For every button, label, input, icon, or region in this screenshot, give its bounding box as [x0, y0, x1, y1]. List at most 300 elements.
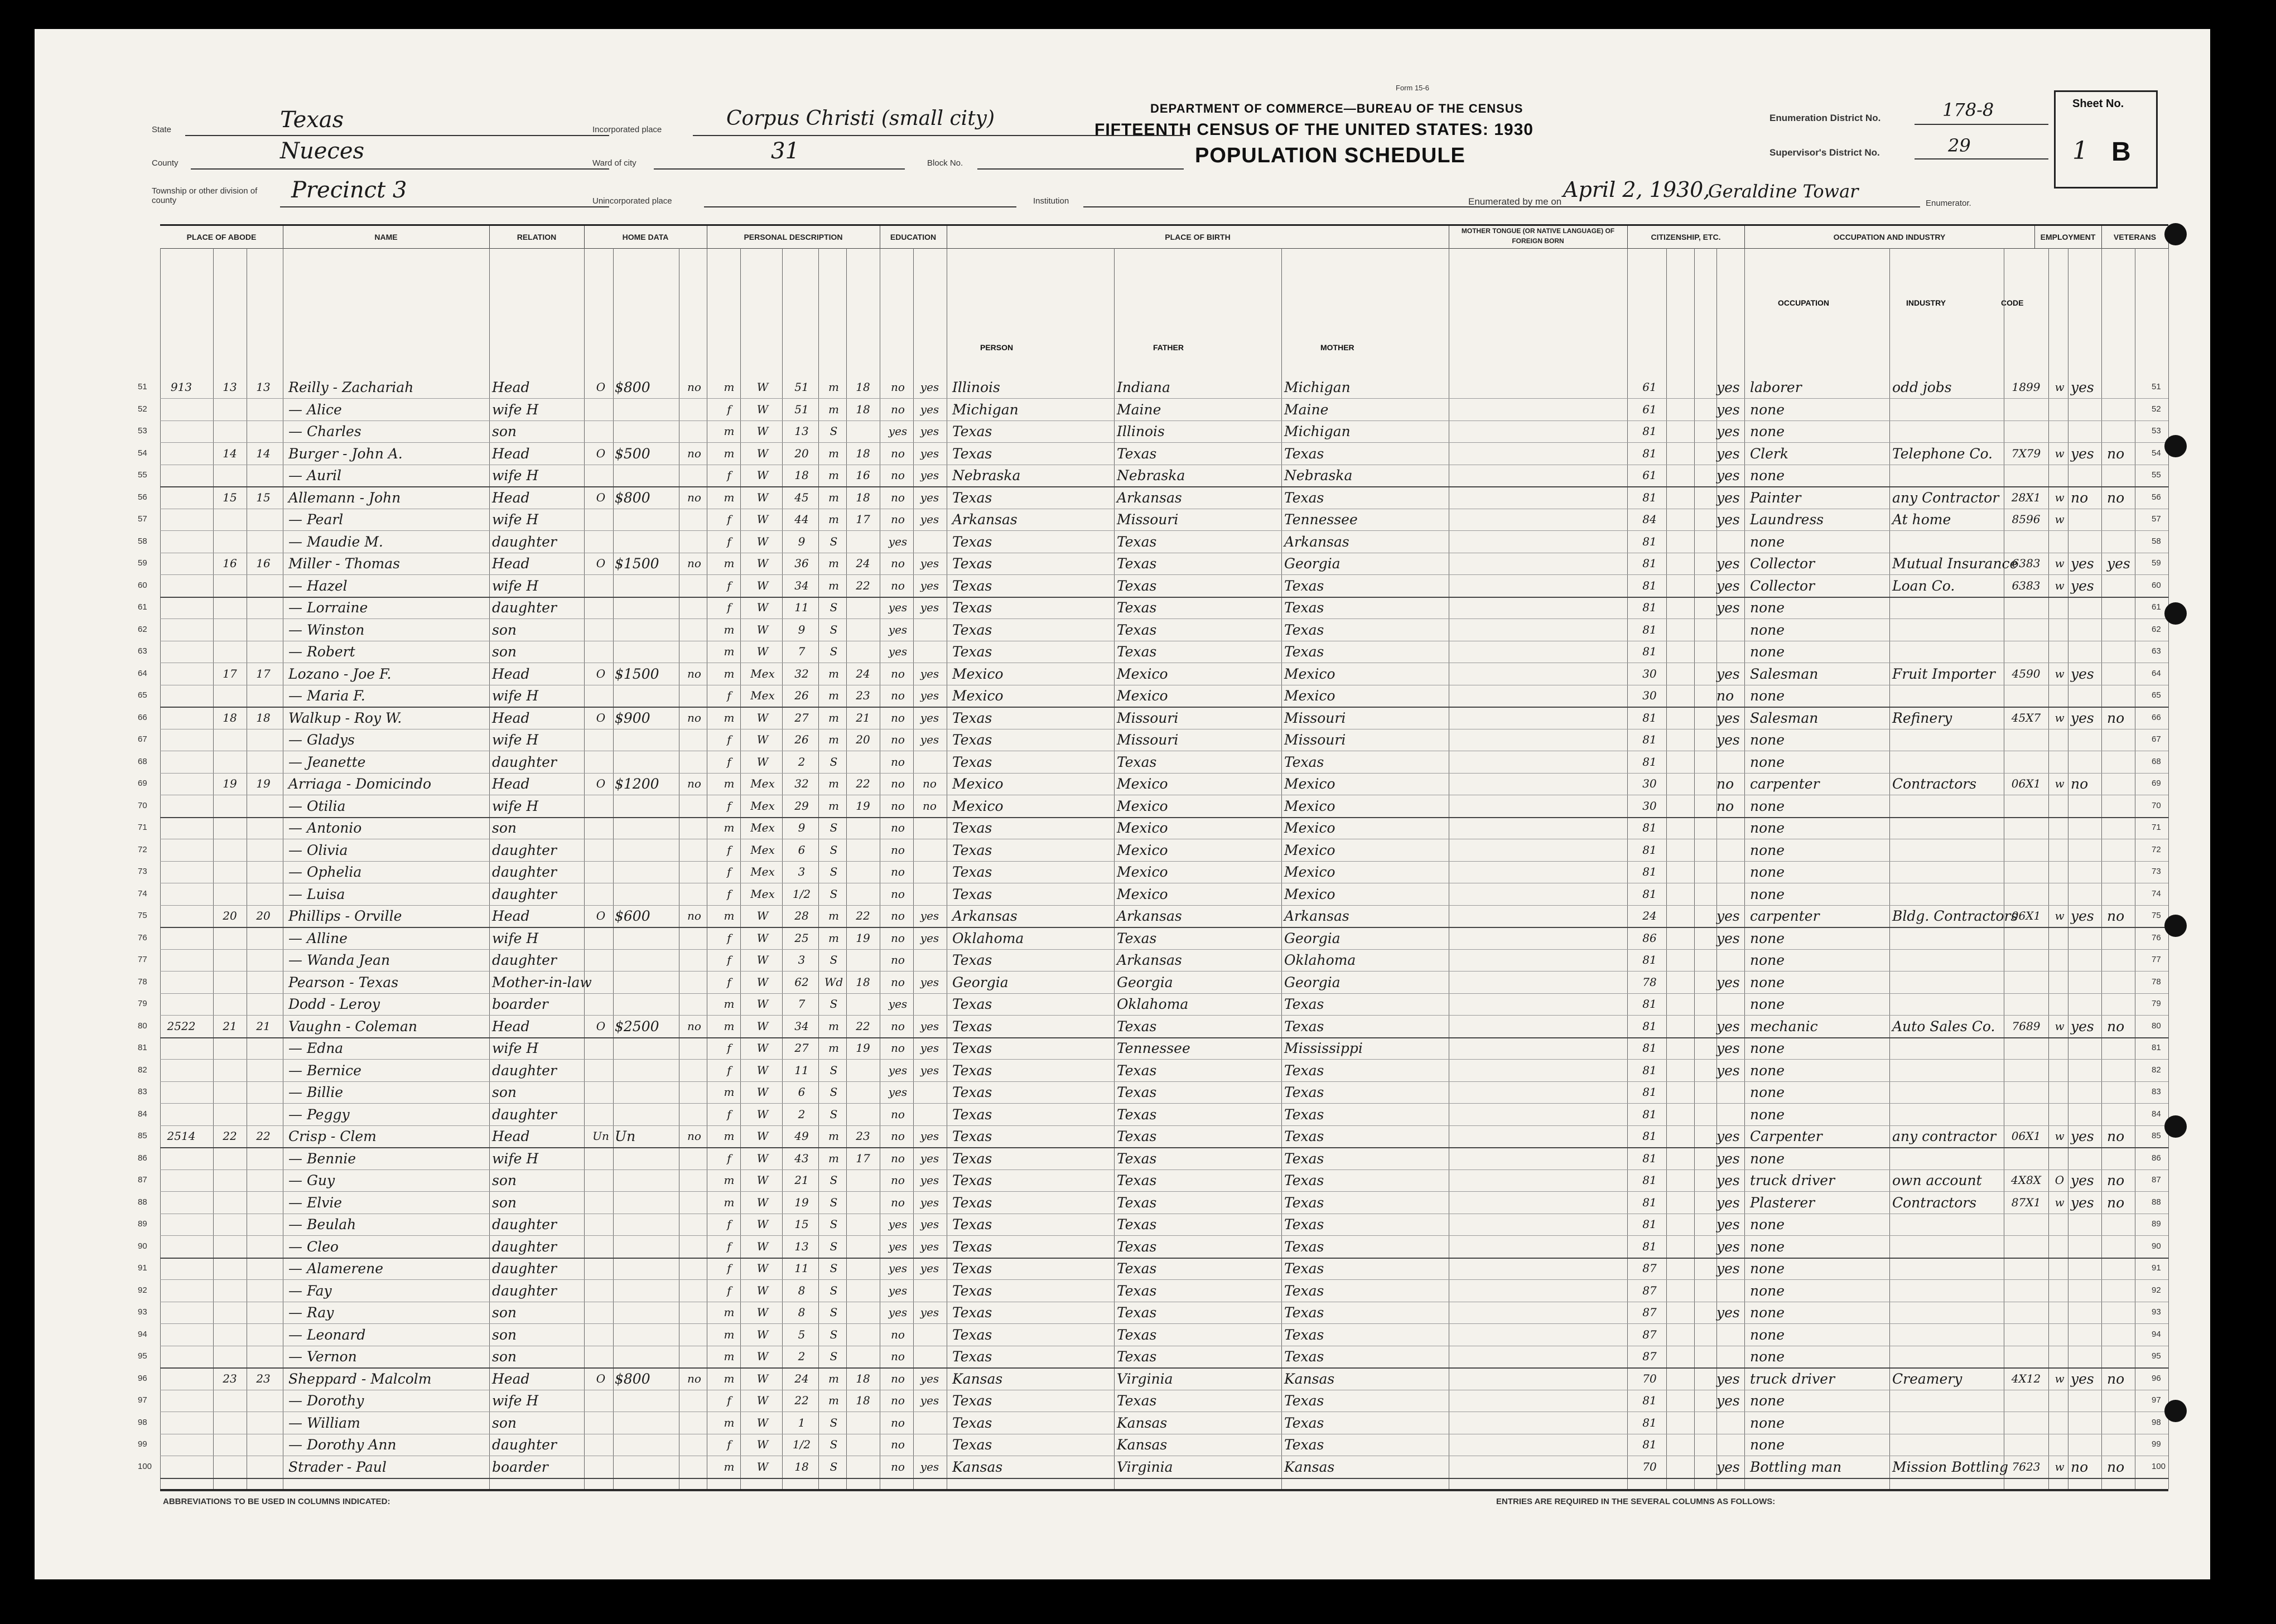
cell-relation: daughter [492, 1062, 557, 1079]
form-number: Form 15-6 [1396, 84, 1429, 92]
cell-family: 18 [256, 710, 271, 724]
cell-home [590, 465, 612, 486]
cell-street [165, 1148, 198, 1169]
line-number: 59 [2152, 558, 2161, 568]
cell-occ: carpenter [1750, 908, 1820, 924]
cell-home [590, 619, 612, 641]
cell-code: 86 [1642, 931, 1657, 945]
cell-bp: Texas [952, 1282, 992, 1299]
cell-street [165, 443, 198, 465]
line-number: 95 [2152, 1351, 2161, 1361]
cell-age: 20 [794, 446, 809, 460]
cell-agemar [849, 1060, 877, 1081]
cell-value: $1500 [615, 555, 659, 572]
line-number: 64 [2152, 668, 2161, 678]
cell-age: 13 [794, 1239, 809, 1253]
cell-home [590, 883, 612, 905]
cell-bp: Texas [952, 1304, 992, 1321]
cell-sex: f [727, 513, 731, 526]
cell-ind [1892, 795, 2004, 817]
cell-home [590, 597, 612, 618]
cell-family: 17 [256, 666, 271, 680]
cell-agemar [849, 1169, 877, 1191]
cell-bp: Mexico [952, 776, 1004, 792]
cell-fbp: Texas [1117, 555, 1157, 572]
cell-race: W [756, 1415, 769, 1429]
cell-bp: Kansas [952, 1458, 1003, 1475]
cell-occcode [2007, 729, 2046, 751]
cell-age: 43 [794, 1151, 809, 1165]
cell-english: yes [1716, 467, 1740, 484]
cell-value [615, 465, 676, 486]
cell-race: W [756, 534, 769, 548]
table-row [138, 399, 2168, 421]
cell-occ: none [1750, 886, 1785, 902]
cell-dwelling: 13 [223, 380, 237, 394]
cell-sex: m [724, 424, 735, 438]
cell-vet [2107, 883, 2140, 905]
cell-vet [2107, 773, 2140, 795]
cell-mbp: Kansas [1284, 1458, 1335, 1475]
cell-value [615, 972, 676, 993]
cell-radio: no [687, 909, 701, 922]
cell-family [249, 1324, 277, 1346]
cell-agemar [849, 1412, 877, 1434]
cell-english [1716, 949, 1744, 971]
cell-school: no [891, 975, 905, 989]
table-row [138, 1125, 2168, 1148]
cell-age: 49 [794, 1129, 809, 1143]
cell-fbp: Texas [1117, 930, 1157, 946]
cell-occ: none [1750, 1106, 1785, 1123]
cell-work: yes [2071, 908, 2094, 924]
cell-occ: Painter [1750, 489, 1801, 506]
line-number: 59 [138, 558, 147, 568]
cell-cls [2051, 1346, 2068, 1367]
cell-fbp: Texas [1117, 1194, 1157, 1211]
cell-family [249, 1280, 277, 1302]
cell-occcode [2007, 1412, 2046, 1434]
cell-value [615, 883, 676, 905]
line-number: 96 [138, 1373, 147, 1383]
group-education: EDUCATION [880, 226, 947, 249]
cell-bp: Texas [952, 1348, 992, 1365]
cell-vet [2107, 839, 2140, 861]
cell-vet [2107, 1081, 2140, 1103]
line-number: 83 [2152, 1087, 2161, 1096]
cell-work [2071, 993, 2101, 1015]
cell-marital: S [830, 1195, 838, 1209]
cell-code: 30 [1642, 777, 1657, 790]
line-number: 64 [138, 668, 147, 678]
cell-dwelling: 14 [223, 446, 237, 460]
cell-occ: none [1750, 732, 1785, 748]
cell-relation: daughter [492, 1238, 557, 1255]
cell-family [249, 685, 277, 707]
cell-age: 34 [794, 578, 809, 592]
cell-english [1716, 1104, 1744, 1125]
cell-value [615, 1456, 676, 1478]
cell-work [2071, 465, 2101, 486]
cell-agemar: 18 [856, 1394, 870, 1407]
cell-street [165, 1236, 198, 1258]
cell-bp: Texas [952, 996, 992, 1012]
cell-vet [2107, 663, 2140, 685]
cell-occcode [2007, 531, 2046, 553]
cell-home [590, 1258, 612, 1279]
cell-vet [2107, 575, 2140, 597]
cell-street [165, 553, 198, 574]
cell-code: 30 [1642, 689, 1657, 702]
cell-read [914, 817, 945, 839]
cell-radio [682, 993, 707, 1015]
cell-fbp: Texas [1117, 1304, 1157, 1321]
cell-read [914, 839, 945, 861]
cell-age: 11 [794, 601, 809, 614]
cell-cls: w [2055, 1371, 2065, 1385]
cell-vet: no [2107, 489, 2125, 506]
cell-sex: f [727, 1107, 731, 1121]
cell-mbp: Texas [1284, 1414, 1324, 1431]
cell-ind [1892, 420, 2004, 442]
cell-ind [1892, 465, 2004, 486]
cell-cls: w [2055, 1459, 2065, 1473]
cell-mbp: Missouri [1284, 732, 1346, 748]
table-row [138, 619, 2168, 641]
cell-age: 9 [798, 622, 806, 636]
cell-street [165, 1280, 198, 1302]
cell-marital: Wd [824, 975, 843, 989]
cell-vet [2107, 1037, 2140, 1059]
cell-cls: w [2055, 557, 2065, 570]
cell-street [165, 773, 198, 795]
cell-sex: f [727, 534, 731, 548]
cell-bp: Texas [952, 1260, 992, 1277]
cell-school: yes [888, 1085, 908, 1099]
cell-ind: any contractor [1892, 1128, 1997, 1144]
cell-fbp: Georgia [1117, 974, 1173, 990]
cell-mbp: Texas [1284, 1348, 1324, 1365]
cell-street [165, 1081, 198, 1103]
line-number: 58 [2152, 536, 2161, 546]
cell-dwelling [216, 1037, 244, 1059]
col-occupation: OCCUPATION [1778, 298, 1830, 307]
line-number: 91 [138, 1263, 147, 1273]
cell-marital: m [828, 1019, 839, 1033]
cell-marital: m [828, 402, 839, 416]
cell-cls [2051, 1104, 2068, 1125]
cell-relation: Head [492, 1018, 530, 1035]
cell-agemar: 21 [856, 710, 870, 724]
cell-marital: S [830, 1217, 838, 1231]
line-number: 89 [138, 1219, 147, 1229]
cell-sex: f [727, 601, 731, 614]
line-number: 94 [138, 1329, 147, 1339]
cell-read: yes [920, 1217, 939, 1231]
line-number: 90 [138, 1241, 147, 1251]
binder-hole [2164, 435, 2187, 457]
cell-value [615, 420, 676, 442]
cell-agemar [849, 619, 877, 641]
cell-work [2071, 1302, 2101, 1323]
cell-cls: w [2055, 777, 2065, 790]
cell-age: 11 [794, 1063, 809, 1077]
cell-name: Sheppard - Malcolm [288, 1370, 432, 1387]
cell-dwelling [216, 1081, 244, 1103]
cell-marital: m [828, 380, 839, 394]
cell-home: Un [592, 1129, 609, 1143]
population-table [138, 224, 2168, 1491]
cell-name: — Otilia [288, 798, 346, 814]
cell-work [2071, 1060, 2101, 1081]
cell-fbp: Virginia [1117, 1370, 1173, 1387]
cell-home [590, 1390, 612, 1412]
cell-race: Mex [750, 865, 775, 878]
cell-age: 62 [794, 975, 809, 989]
cell-agemar [849, 531, 877, 553]
cell-family [249, 861, 277, 883]
table-row [138, 1324, 2168, 1346]
cell-marital: S [830, 953, 838, 966]
cell-read: yes [920, 601, 939, 614]
cell-mbp: Texas [1284, 1194, 1324, 1211]
cell-fbp: Nebraska [1117, 467, 1185, 484]
cell-school: no [891, 1041, 905, 1055]
cell-fbp: Virginia [1117, 1458, 1173, 1475]
cell-agemar: 17 [856, 1151, 870, 1165]
census-title: FIFTEENTH CENSUS OF THE UNITED STATES: 1930 [1094, 120, 1534, 139]
cell-race: W [756, 1283, 769, 1297]
cell-value [615, 509, 676, 530]
cell-ind: any Contractor [1892, 489, 1999, 506]
cell-marital: m [828, 468, 839, 482]
table-row [138, 509, 2168, 531]
col-industry: INDUSTRY [1906, 298, 1946, 307]
cell-value [615, 1148, 676, 1169]
cell-occ: none [1750, 842, 1785, 858]
cell-race: W [756, 953, 769, 966]
cell-relation: Head [492, 379, 530, 395]
line-number: 95 [138, 1351, 147, 1361]
cell-mbp: Texas [1284, 996, 1324, 1012]
cell-dwelling [216, 619, 244, 641]
block-label: Block No. [927, 158, 963, 168]
cell-name: — Dorothy Ann [288, 1437, 397, 1453]
cell-work [2071, 1037, 2101, 1059]
cell-occ: truck driver [1750, 1370, 1835, 1387]
cell-english: yes [1716, 577, 1740, 594]
cell-read: yes [920, 975, 939, 989]
cell-street [165, 1456, 198, 1478]
cell-occcode [2007, 1081, 2046, 1103]
line-number: 92 [2152, 1285, 2161, 1295]
cell-code: 81 [1642, 1239, 1657, 1253]
cell-street [165, 531, 198, 553]
cell-home [590, 949, 612, 971]
cell-work [2071, 1324, 2101, 1346]
cell-marital: S [830, 1327, 838, 1341]
line-number: 93 [138, 1307, 147, 1317]
cell-fbp: Texas [1117, 445, 1157, 462]
cell-mbp: Maine [1284, 401, 1329, 418]
cell-agemar: 19 [856, 931, 870, 945]
table-row [138, 883, 2168, 906]
cell-fbp: Texas [1117, 1018, 1157, 1035]
cell-street [165, 729, 198, 751]
cell-work: yes [2071, 577, 2094, 594]
line-number: 55 [138, 470, 147, 480]
cell-fbp: Mexico [1117, 820, 1168, 836]
cell-relation: daughter [492, 1282, 557, 1299]
cell-vet [2107, 1280, 2140, 1302]
cell-age: 36 [794, 557, 809, 570]
cell-code: 61 [1642, 402, 1657, 416]
cell-race: W [756, 1371, 769, 1385]
cell-agemar [849, 1456, 877, 1478]
cell-race: W [756, 468, 769, 482]
cell-cls [2051, 972, 2068, 993]
cell-bp: Texas [952, 621, 992, 638]
cell-radio [682, 1412, 707, 1434]
cell-mbp: Mexico [1284, 864, 1335, 880]
group-name: NAME [283, 226, 490, 249]
cell-fbp: Mexico [1117, 864, 1168, 880]
cell-school: no [891, 909, 905, 922]
cell-read [914, 1081, 945, 1103]
cell-age: 1/2 [792, 887, 811, 901]
cell-dwelling [216, 509, 244, 530]
cell-value [615, 795, 676, 817]
cell-english [1716, 641, 1744, 663]
cell-fbp: Missouri [1117, 511, 1179, 528]
cell-agemar [849, 993, 877, 1015]
cell-occcode [2007, 420, 2046, 442]
cell-name: — Lorraine [288, 600, 368, 616]
cell-dwelling [216, 1214, 244, 1235]
cell-english: yes [1716, 1458, 1740, 1475]
cell-ind [1892, 993, 2004, 1015]
cell-occ: Salesman [1750, 709, 1819, 726]
cell-school: yes [888, 1262, 908, 1275]
cell-fbp: Texas [1117, 1348, 1157, 1365]
cell-sex: f [727, 1217, 731, 1231]
cell-family: 19 [256, 777, 271, 790]
line-number: 72 [138, 844, 147, 854]
cell-vet [2107, 420, 2140, 442]
cell-occcode: 4590 [2012, 666, 2041, 680]
cell-vet [2107, 927, 2140, 949]
line-number: 82 [2152, 1065, 2161, 1075]
cell-occcode: 7X79 [2011, 446, 2041, 460]
cell-english: yes [1716, 1194, 1740, 1211]
table-row [138, 553, 2168, 575]
cell-dwelling [216, 1302, 244, 1323]
cell-cls: w [2055, 710, 2065, 724]
cell-home: O [596, 777, 606, 790]
ward-label: Ward of city [592, 158, 636, 168]
cell-marital: m [828, 1129, 839, 1143]
cell-school: yes [888, 1283, 908, 1297]
cell-occcode: 4X8X [2011, 1173, 2041, 1187]
cell-home [590, 1169, 612, 1191]
cell-radio: no [687, 710, 701, 724]
cell-value: $800 [615, 1370, 650, 1387]
cell-ind [1892, 1236, 2004, 1258]
cell-fbp: Kansas [1117, 1437, 1168, 1453]
cell-family: 15 [256, 490, 271, 504]
cell-race: W [756, 733, 769, 746]
line-number: 99 [138, 1439, 147, 1449]
cell-family [249, 597, 277, 618]
cell-bp: Texas [952, 1393, 992, 1409]
cell-mbp: Texas [1284, 600, 1324, 616]
cell-occ: none [1750, 753, 1785, 770]
cell-vet [2107, 1060, 2140, 1081]
cell-radio [682, 1148, 707, 1169]
cell-ind [1892, 1081, 2004, 1103]
cell-sex: m [724, 557, 735, 570]
cell-code: 81 [1642, 1394, 1657, 1407]
cell-vet [2107, 1324, 2140, 1346]
cell-cls [2051, 465, 2068, 486]
cell-name: — Peggy [288, 1106, 350, 1123]
cell-marital: m [828, 733, 839, 746]
cell-mbp: Arkansas [1284, 908, 1349, 924]
line-number: 55 [2152, 470, 2161, 480]
cell-bp: Texas [952, 1040, 992, 1056]
cell-code: 61 [1642, 380, 1657, 394]
cell-work [2071, 1434, 2101, 1456]
cell-read [914, 751, 945, 773]
cell-home [590, 993, 612, 1015]
cell-bp: Mexico [952, 665, 1004, 682]
cell-occ: none [1750, 1393, 1785, 1409]
cell-family [249, 1302, 277, 1323]
cell-bp: Texas [952, 1062, 992, 1079]
cell-home [590, 1456, 612, 1478]
line-number: 65 [138, 690, 147, 700]
cell-read: no [923, 777, 937, 790]
cell-occcode [2007, 1390, 2046, 1412]
cell-mbp: Mexico [1284, 798, 1335, 814]
ward-value: 31 [771, 138, 799, 164]
cell-fbp: Mexico [1117, 688, 1168, 704]
cell-relation: wife H [492, 511, 539, 528]
line-number: 62 [138, 624, 147, 634]
cell-name: — Charles [288, 423, 361, 439]
cell-bp: Texas [952, 1128, 992, 1144]
cell-age: 7 [798, 997, 806, 1011]
cell-english: yes [1716, 1128, 1740, 1144]
cell-sex: m [724, 1350, 735, 1363]
cell-occ: Salesman [1750, 665, 1819, 682]
cell-street [165, 685, 198, 707]
cell-school: yes [888, 645, 908, 658]
cell-school: no [891, 1129, 905, 1143]
cell-fbp: Missouri [1117, 732, 1179, 748]
cell-name: — Elvie [288, 1194, 343, 1211]
cell-read: yes [920, 710, 939, 724]
cell-occ: none [1750, 930, 1785, 946]
cell-read [914, 1412, 945, 1434]
cell-home [590, 1148, 612, 1169]
cell-home: O [596, 666, 606, 680]
cell-dwelling [216, 1280, 244, 1302]
cell-dwelling [216, 927, 244, 949]
cell-age: 6 [798, 1085, 806, 1099]
cell-read: yes [920, 1063, 939, 1077]
cell-sex: f [727, 887, 731, 901]
